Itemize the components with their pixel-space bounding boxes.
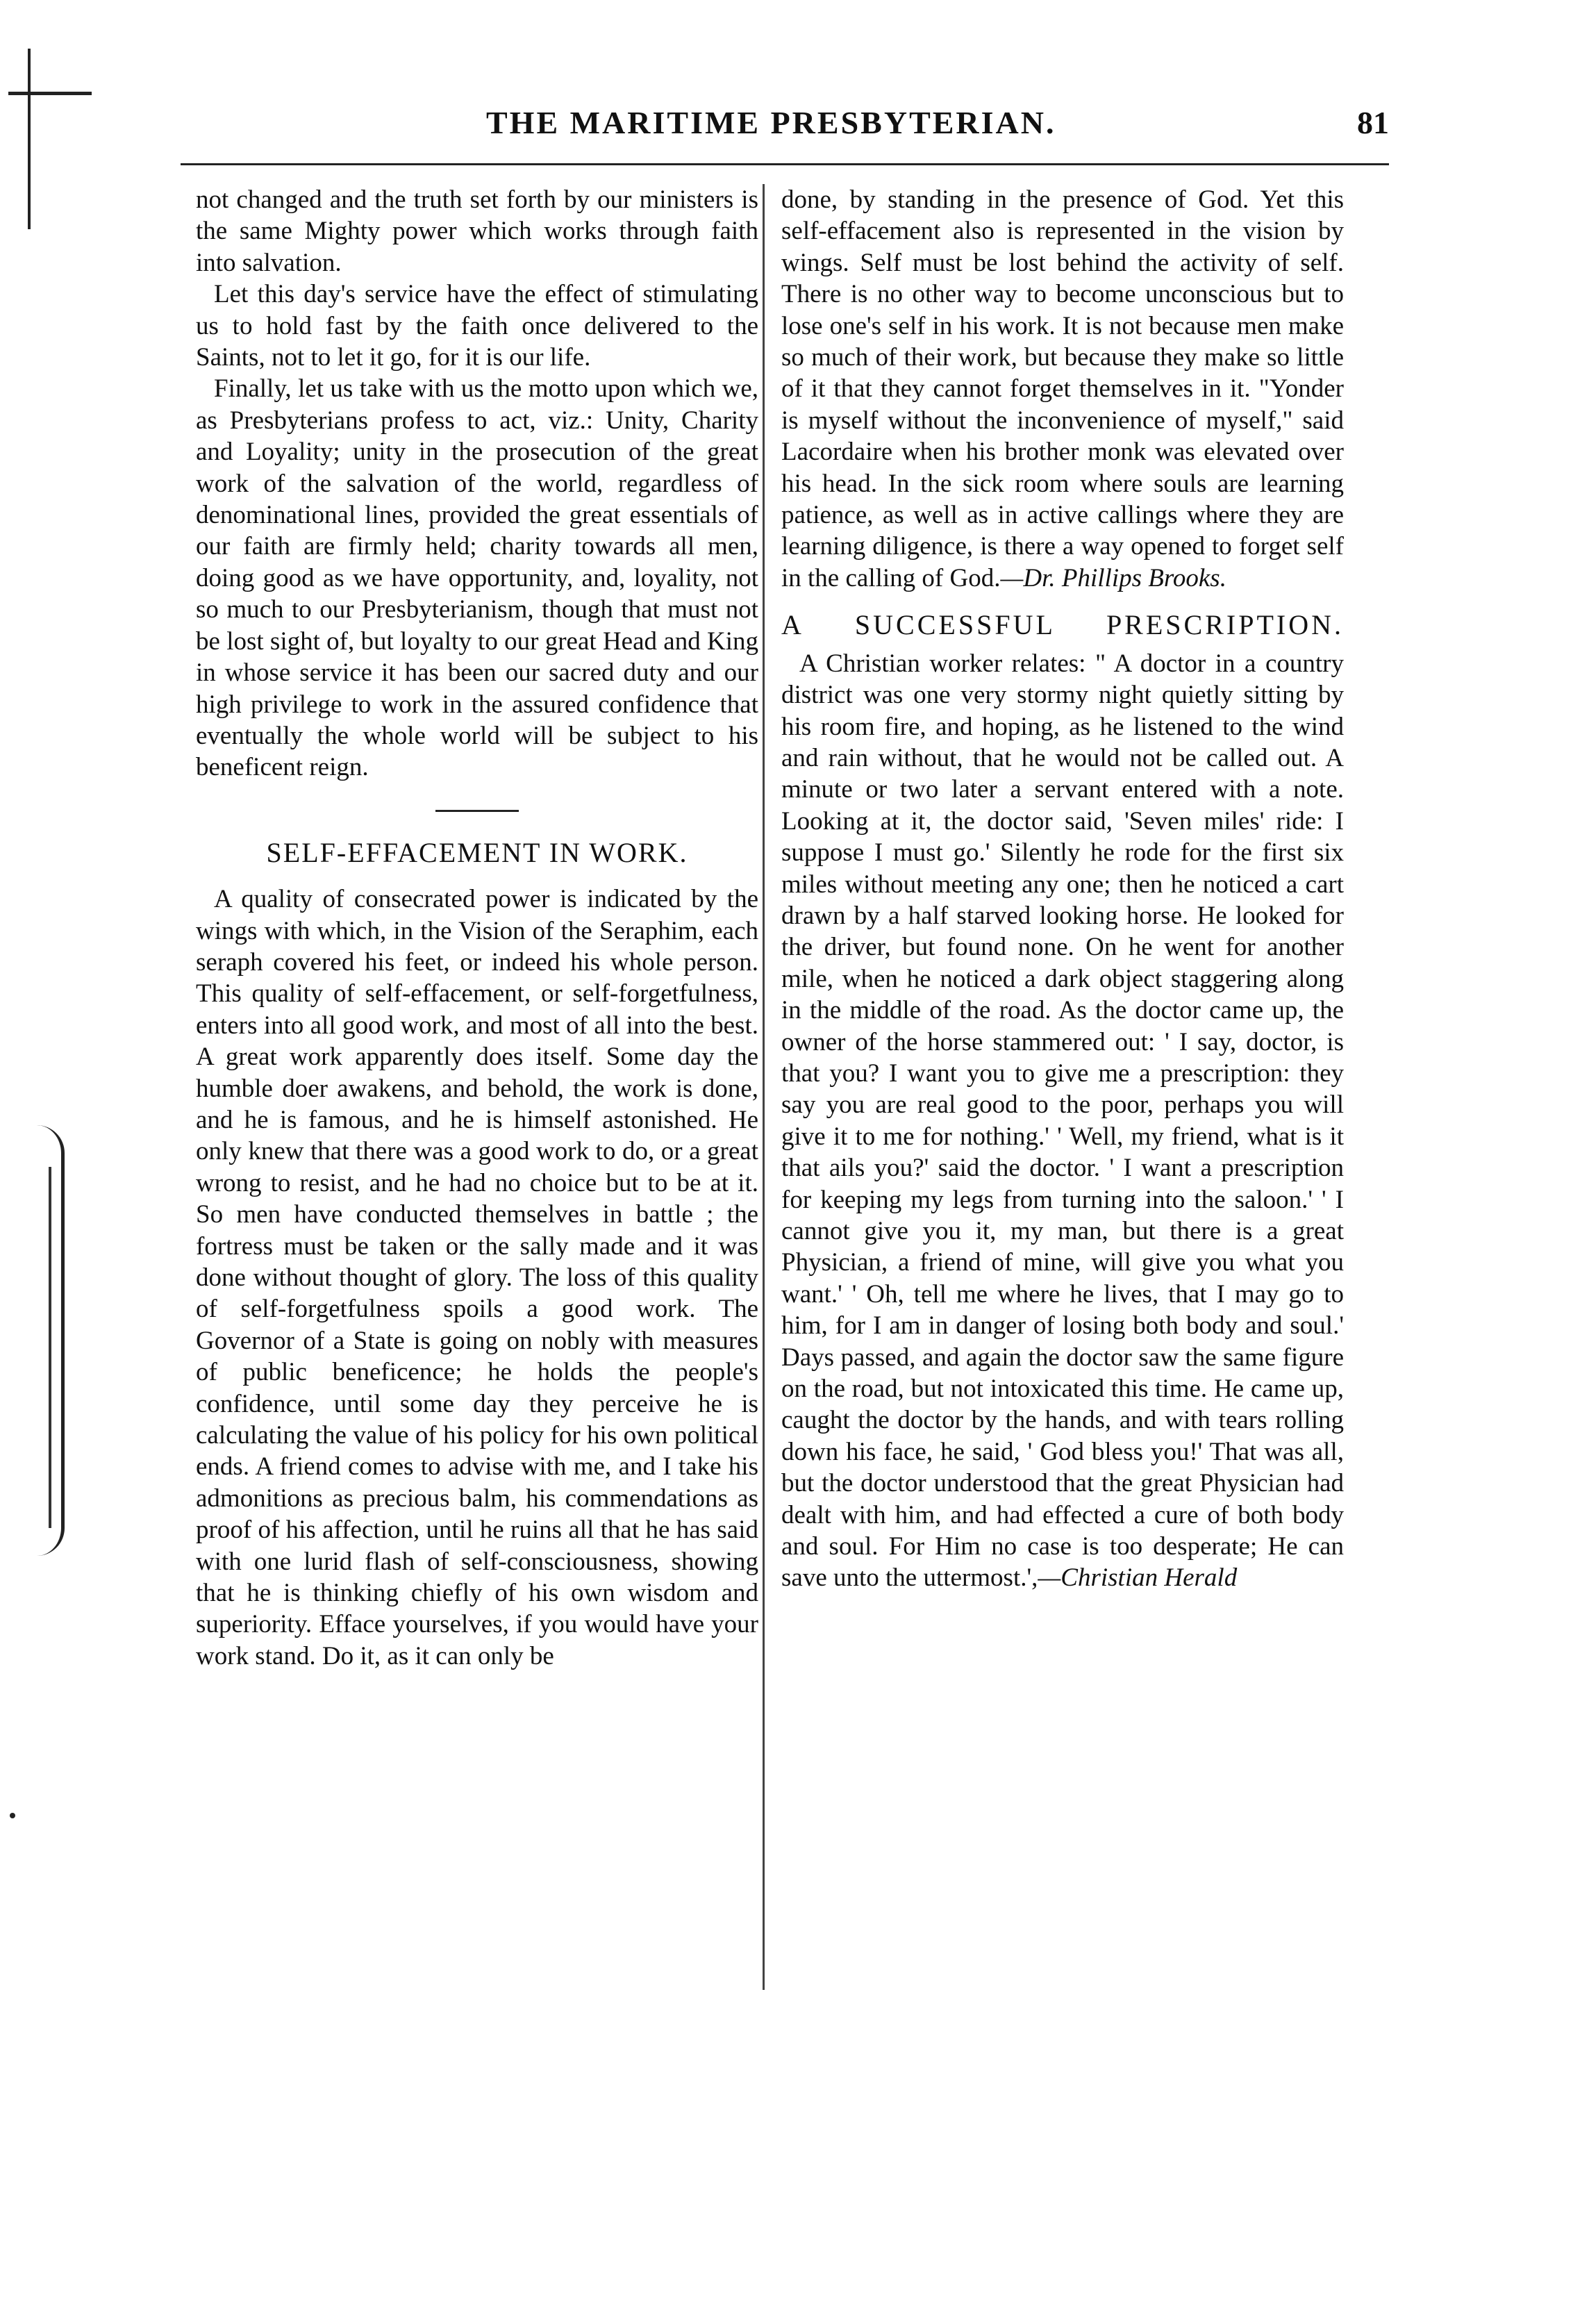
margin-annotation-mark — [0, 49, 104, 153]
margin-horizontal-line — [8, 92, 92, 95]
paragraph — [781, 184, 1344, 594]
paragraph: Let this day's service have the effect of stimulating us to hold fast by the faith once delivered to the Saints, not to let it go, for it is our life. — [196, 280, 758, 372]
heading-word: PRESCRIPTION. — [1106, 609, 1344, 641]
heading-word: A — [781, 609, 804, 641]
section-separator-rule — [435, 810, 519, 812]
paragraph: A quality of consecrated power is indicated by the wings with which, in the Vision of the Seraphim, each seraph covered his feet, or indeed his whole person. This quality of self-effacement, or self-forgetfulness, enters into all good work, and most of all into the best. A great work apparently does itself. Some day the humble doer awakens, and behold, the work is done, and he is famous, and he is himself astonished. He only knew that there was a good work to do, or a great wrong to resist, and he had no choice but to be at it. So men have conducted themselves in battle ; the fortress must be taken or the sally made and it was done without thought of glory. The loss of this quality of self-forgetfulness spoils a good work. The Governor of a State is going on nobly with measures of public beneficence; he holds the people's confidence, until some day they perceive he is calculating the value of his policy for his own political ends. A friend comes to advise with me, and I take his admonitions as precious balm, his commendations as proof of his affection, until he ruins all that he has said with one lurid flash of self-consciousness, showing that he is thinking chiefly of his own wisdom and superiority. Efface yourselves, if you would have your work stand. Do it, as it can only be — [196, 885, 758, 1670]
page-number: 81 — [1357, 105, 1389, 140]
continuation-text: done, by standing in the presence of God. Yet this self-effacement also is represented in the vision by wings. Self must be lost behind the activity of self. There is no other way to become unconscious but to lose one's self in his work. It is not because men make so much of their work, but because they make so little of it that they cannot forget themselves in it. "Yonder is myself without the inconvenience of myself," said Lacordaire when his brother monk was elevated over his head. In the sick room where souls are learning patience, as well as in active callings where they are learning diligence, is there a way opened to forget self in the calling of God. — [781, 185, 1344, 592]
section-heading: SELF-EFFACEMENT IN WORK. — [266, 836, 688, 868]
publication-title: THE MARITIME PRESBYTERIAN. — [486, 105, 1056, 140]
margin-bracket-inner-mark — [49, 1167, 60, 1528]
column-divider — [763, 184, 765, 1990]
attribution: —Dr. Phillips Brooks. — [1000, 563, 1226, 592]
paragraph: not changed and the truth set forth by our ministers is the same Mighty power which works through faith into salvation. — [196, 185, 758, 277]
paragraph: Finally, let us take with us the motto upon which we, as Presbyterians profess to act, viz.: Unity, Charity and Loyality; unity in the prosecution of the great work of the salvation of the world, regardless of denominational lines, provided the great essentials of our faith are firmly held; charity towards all men, doing good as we have opportunity, and, loyality, not so much to our Presbyterianism, though that must not be lost sight of, but loyalty to our great Head and King in whose service it has been our sacred duty and our high privilege to work in the assured confidence that eventually the whole world will be subject to his beneficent reign. — [196, 374, 758, 782]
margin-dot-mark — [10, 1813, 15, 1818]
attribution: —Christian Herald — [1038, 1563, 1238, 1593]
paragraph — [781, 648, 1344, 1594]
margin-vertical-line — [28, 49, 31, 229]
header-rule — [181, 163, 1389, 165]
right-column — [781, 184, 1344, 1594]
heading-word: SUCCESSFUL — [854, 609, 1056, 641]
running-head — [181, 97, 1389, 160]
left-column — [196, 184, 758, 1672]
section-body-text: A Christian worker relates: " A doctor in a country district was one very stormy night quietly sitting by his room fire, and hoping, as he listened to the wind and rain without, that he would not be called out. A minute or two later a servant entered with a note. Looking at it, the doctor said, 'Seven miles' ride: I suppose I must go.' Silently he rode for the first six miles without meeting any one; then he noticed a cart drawn by a half starved looking horse. He looked for the driver, but found none. On he went for another mile, when he noticed a dark object staggering along in the middle of the road. As the doctor came up, the owner of the horse stammered out: ' I say, doctor, is that you? I want you to give me a prescription: they say you are real good to the poor, perhaps you will give it to me for nothing.' ' Well, my friend, what is it that ails you?' said the doctor. ' I want a prescription for keeping my legs from turning into the saloon.' ' I cannot give you it, my man, but there is a great Physician, a friend of mine, will give you what you want.' ' Oh, tell me where he lives, that I may go to him, for I am in danger of losing both body and soul.' Days passed, and again the doctor saw the same figure on the road, but not intoxicated this time. He came up, caught the doctor by the hands, and with tears rolling down his face, he said, ' God bless you!' That was all, but the doctor understood that the great Physician had dealt with him, and had effected a cure of both body and soul. For Him no case is too desperate; He can save unto the uttermost.', — [781, 649, 1344, 1593]
section-heading — [781, 609, 1344, 640]
